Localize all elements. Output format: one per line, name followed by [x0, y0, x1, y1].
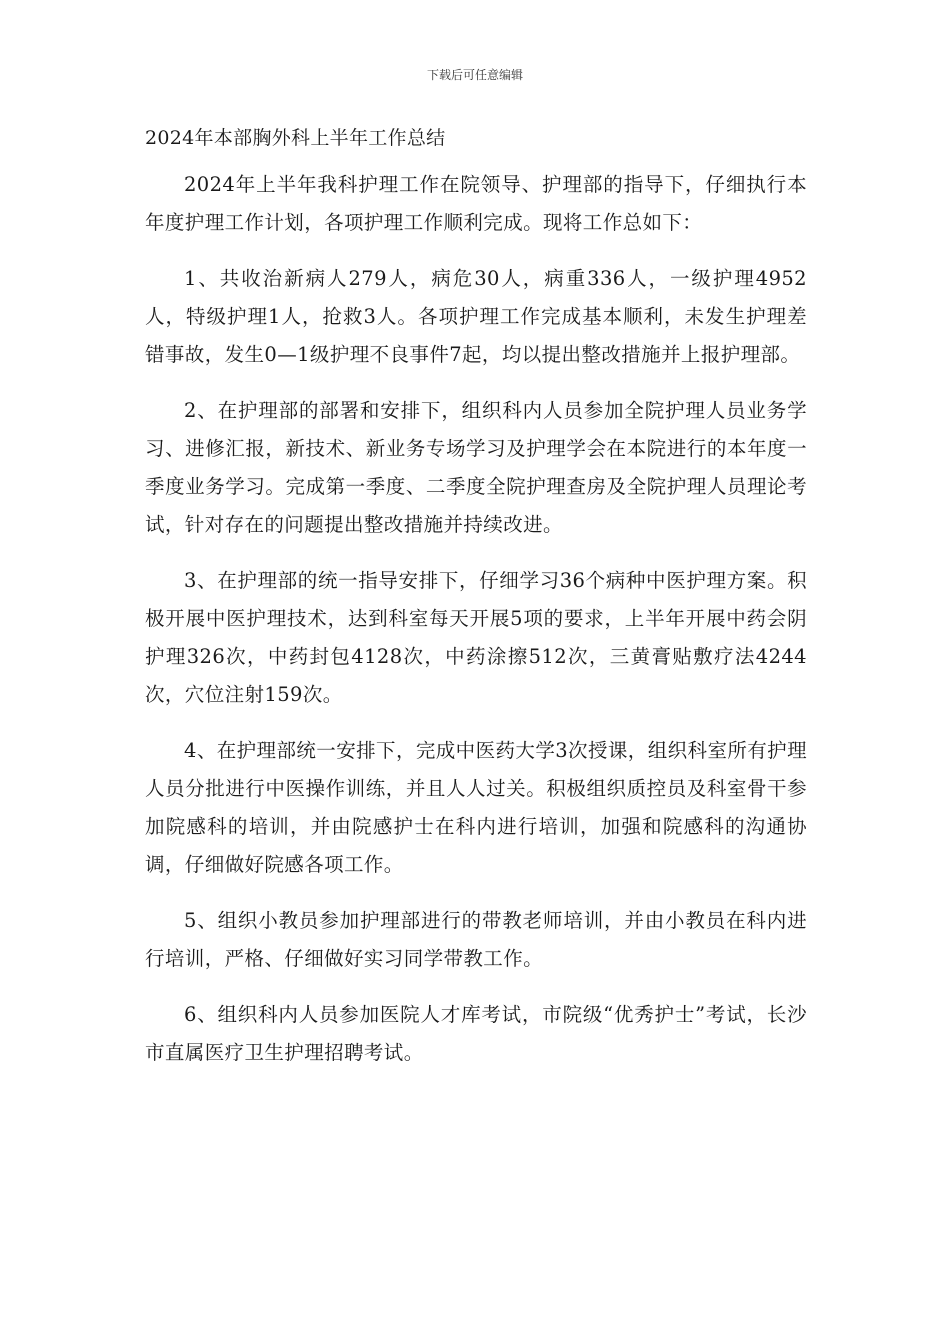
document-body [145, 166, 807, 1090]
item-paragraph-2: 2、在护理部的部署和安排下，组织科内人员参加全院护理人员业务学习、进修汇报，新技术、新业务专场学习及护理学会在本院进行的本年度一季度业务学习。完成第一季度、二季度全院护理查房及全院护理人员理论考试，针对存在的问题提出整改措施并持续改进。 [145, 399, 807, 536]
header-note: 下载后可任意编辑 [426, 68, 523, 82]
document-title: 2024年本部胸外科上半年工作总结 [145, 127, 446, 149]
item-paragraph-4: 4、在护理部统一安排下，完成中医药大学3次授课，组织科室所有护理人员分批进行中医操作训练，并且人人过关。积极组织质控员及科室骨干参加院感科的培训，并由院感护士在科内进行培训，加强和院感科的沟通协调，仔细做好院感各项工作。 [145, 739, 807, 876]
item-paragraph-6: 6、组织科内人员参加医院人才库考试，市院级“优秀护士”考试，长沙市直属医疗卫生护理招聘考试。 [145, 1003, 807, 1064]
item-paragraph-5: 5、组织小教员参加护理部进行的带教老师培训，并由小教员在科内进行培训，严格、仔细做好实习同学带教工作。 [145, 909, 807, 970]
intro-paragraph: 2024年上半年我科护理工作在院领导、护理部的指导下，仔细执行本年度护理工作计划，各项护理工作顺利完成。现将工作总如下： [145, 173, 807, 234]
item-paragraph-3: 3、在护理部的统一指导安排下，仔细学习36个病种中医护理方案。积极开展中医护理技术，达到科室每天开展5项的要求，上半年开展中药会阴护理326次，中药封包4128次，中药涂擦512次，三黄膏贴敷疗法4244次，穴位注射159次。 [145, 569, 807, 706]
item-paragraph-1: 1、共收治新病人279人，病危30人，病重336人，一级护理4952人，特级护理1人，抢救3人。各项护理工作完成基本顺利，未发生护理差错事故，发生0—1级护理不良事件7起，均以提出整改措施并上报护理部。 [145, 267, 807, 366]
